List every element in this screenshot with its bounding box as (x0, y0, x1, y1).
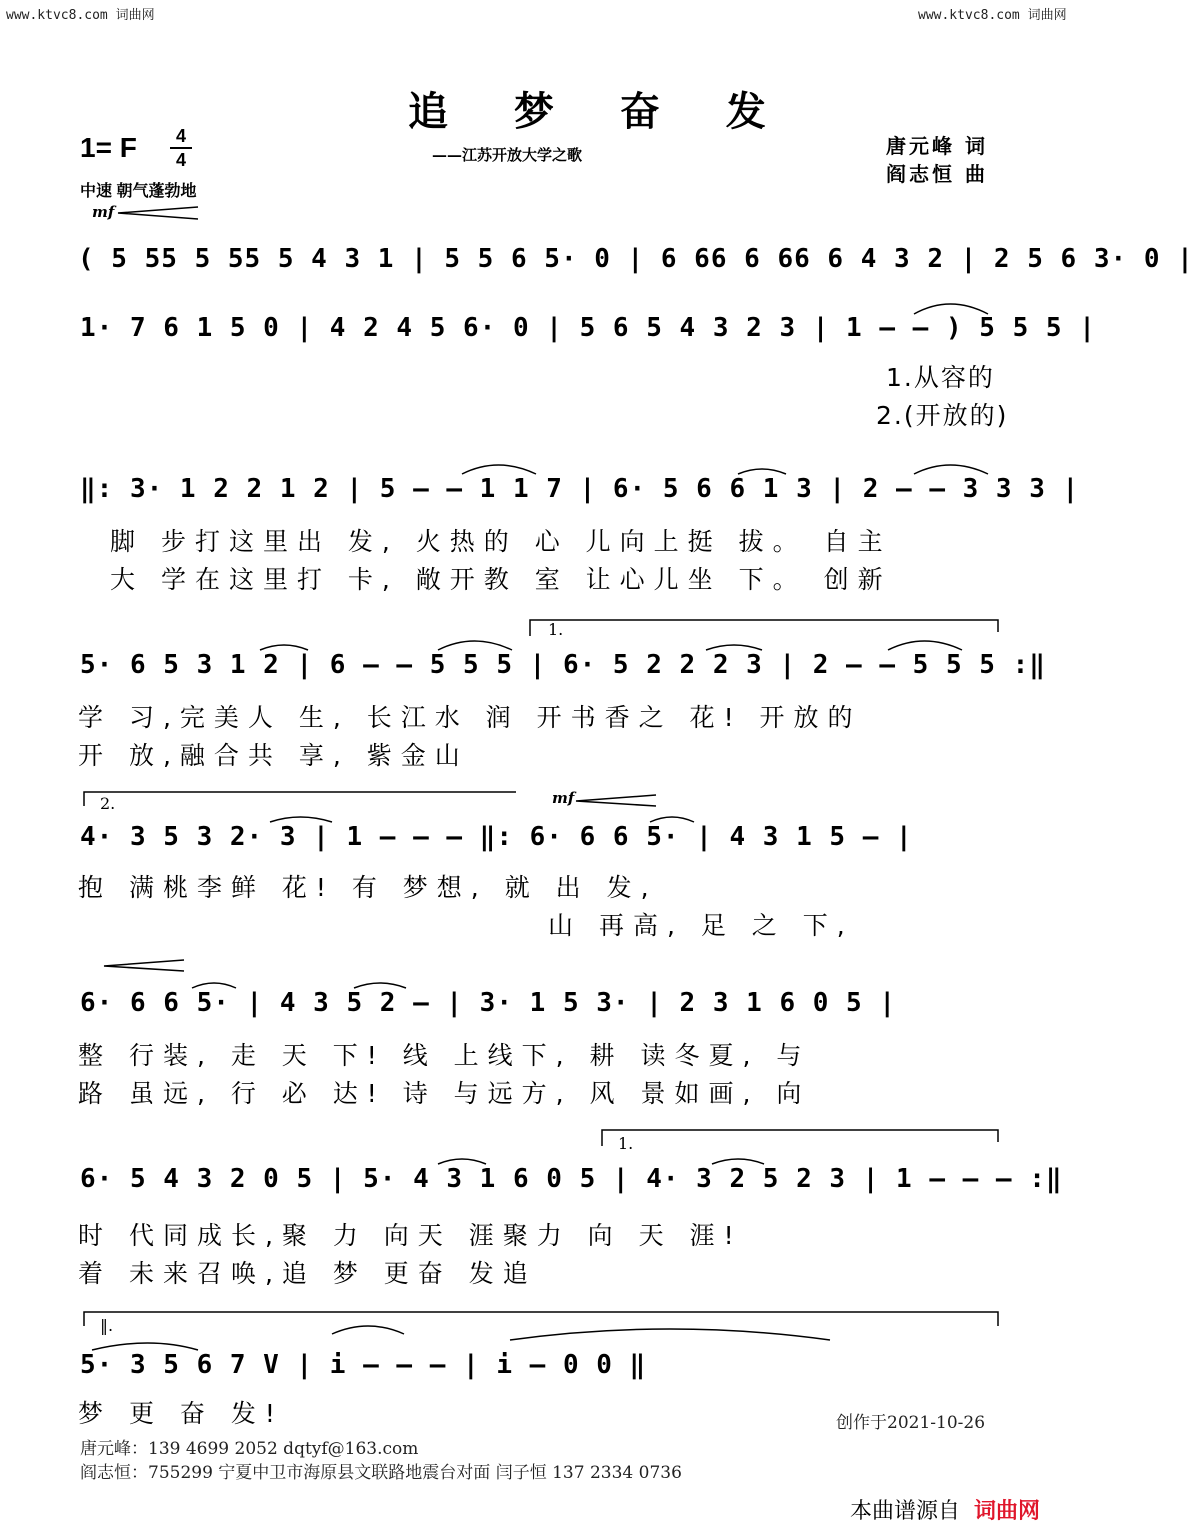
composer-credit: 阎志恒 曲 (886, 162, 988, 186)
contact-line-2: 阎志恒：755299 宁夏中卫市海原县文联路地震台对面 闫子恒 137 2334 0736 (80, 1463, 682, 1483)
system-7-lyric-2: 着 未来召唤,追 梦 更奋 发追 (78, 1259, 537, 1288)
volta-final-label: ‖. (100, 1316, 114, 1335)
system-7-notes: 6· 5 4 3 2 0 5 | 5· 4 3 1 6 0 5 | 4· 3 2 5 2 3 | 1 – – – :‖ (80, 1164, 1063, 1194)
system-4-notes: 5· 6 5 3 1 2 | 6 – – 5 5 5 | 6· 5 2 2 2 3 | 2 – – 5 5 5 :‖ (80, 650, 1046, 680)
tie-6 (192, 983, 236, 988)
system-2-lyric-1: 1.从容的 (886, 363, 995, 392)
system-8-lyric-1: 梦 更 奋 发! (78, 1399, 284, 1428)
tie-11 (332, 1326, 404, 1334)
system-5-lyric-1: 抱 满桃李鲜 花! 有 梦想, 就 出 发, (78, 873, 658, 902)
tie-5 (650, 817, 694, 822)
system-7-lyric-1: 时 代同成长,聚 力 向天 涯聚力 向 天 涯! (78, 1221, 743, 1250)
volta-final-bracket (84, 1312, 998, 1326)
triplet-slur-3 (914, 465, 988, 474)
system-3-lyric-2: 大 学在这里打 卡, 敞开教 室 让心儿坐 下。 创新 (110, 565, 892, 594)
watermark-right: www.ktvc8.com 词曲网 (918, 8, 1067, 23)
system-6-notes: 6· 6 6 5· | 4 3 5 2 – | 3· 1 5 3· | 2 3 1 6 0 5 | (80, 988, 897, 1018)
tempo-marking: 中速 朝气蓬勃地 (80, 183, 197, 200)
watermark-left: www.ktvc8.com 词曲网 (6, 8, 155, 23)
system-3-notes: ‖: 3· 1 2 2 1 2 | 5 – – 1 1 7 | 6· 5 6 6 1 3 | 2 – – 3 3 3 | (80, 474, 1080, 504)
song-subtitle: ——江苏开放大学之歌 (432, 146, 583, 164)
tie-7 (354, 983, 406, 988)
tie-10 (92, 1343, 198, 1350)
triplet-slur-5 (888, 641, 962, 650)
system-4-lyric-1: 学 习,完美人 生, 长江水 润 开书香之 花! 开放的 (78, 703, 862, 732)
system-5-notes: 4· 3 5 3 2· 3 | 1 – – – ‖: 6· 6 6 5· | 4 3 1 5 – | (80, 822, 913, 852)
time-signature-top: 4 (175, 126, 186, 146)
volta-2-bracket (84, 792, 516, 806)
crescendo-hairpin-1 (118, 207, 198, 219)
key-signature: 1= F (80, 132, 137, 163)
tie-3 (706, 645, 762, 650)
created-date: 创作于2021-10-26 (836, 1413, 986, 1433)
song-title: 追 梦 奋 发 (408, 88, 792, 135)
system-4-lyric-2: 开 放,融合共 享, 紫金山 (78, 741, 469, 770)
tie-2 (260, 645, 308, 650)
source-brand-link[interactable]: 词曲网 (974, 1499, 1041, 1524)
system-6-lyric-1: 整 行装, 走 天 下! 线 上线下, 耕 读冬夏, 与 (78, 1041, 811, 1070)
tie-9 (712, 1159, 764, 1164)
crescendo-hairpin-3 (104, 960, 184, 971)
system-5-lyric-2: 山 再高, 足 之 下, (548, 911, 854, 940)
source-prefix: 本曲谱源自 (850, 1499, 961, 1524)
lyricist-credit: 唐元峰 词 (886, 134, 988, 158)
system-3-lyric-1: 脚 步打这里出 发, 火热的 心 儿向上挺 拔。 自主 (110, 527, 892, 556)
tie-8 (438, 1159, 486, 1164)
volta-1-bracket-a (530, 620, 998, 636)
volta-1-label-b: 1. (618, 1134, 634, 1153)
system-2-lyric-2: 2.(开放的) (876, 401, 1009, 430)
triplet-slur-1 (914, 304, 988, 314)
time-signature-bottom: 4 (175, 150, 186, 170)
volta-1-bracket-b (602, 1130, 998, 1146)
triplet-slur-2 (462, 465, 536, 474)
crescendo-hairpin-2 (576, 795, 656, 806)
system-8-notes: 5· 3 5 6 7 V | i – – – | i – 0 0 ‖ (80, 1350, 647, 1380)
dynamic-mf-2: mf (552, 789, 575, 807)
system-2-notes: 1· 7 6 1 5 0 | 4 2 4 5 6· 0 | 5 6 5 4 3 2 3 | 1 – – ) 5 5 5 | (80, 313, 1096, 343)
dynamic-mf-1: mf (92, 203, 115, 221)
triplet-slur-4 (438, 641, 512, 650)
system-1-notes: ( 5 55 5 55 5 4 3 1 | 5 5 6 5· 0 | 6 66 6 66 6 4 3 2 | 2 5 6 3· 0 | (78, 244, 1194, 274)
volta-1-label-a: 1. (548, 620, 564, 639)
tie-4 (270, 817, 332, 822)
volta-2-label: 2. (100, 794, 116, 813)
tie-12 (510, 1329, 830, 1340)
contact-line-1: 唐元峰：139 4699 2052 dqtyf@163.com (80, 1439, 419, 1459)
tie-1 (738, 469, 786, 474)
system-6-lyric-2: 路 虽远, 行 必 达! 诗 与远方, 风 景如画, 向 (78, 1079, 811, 1108)
